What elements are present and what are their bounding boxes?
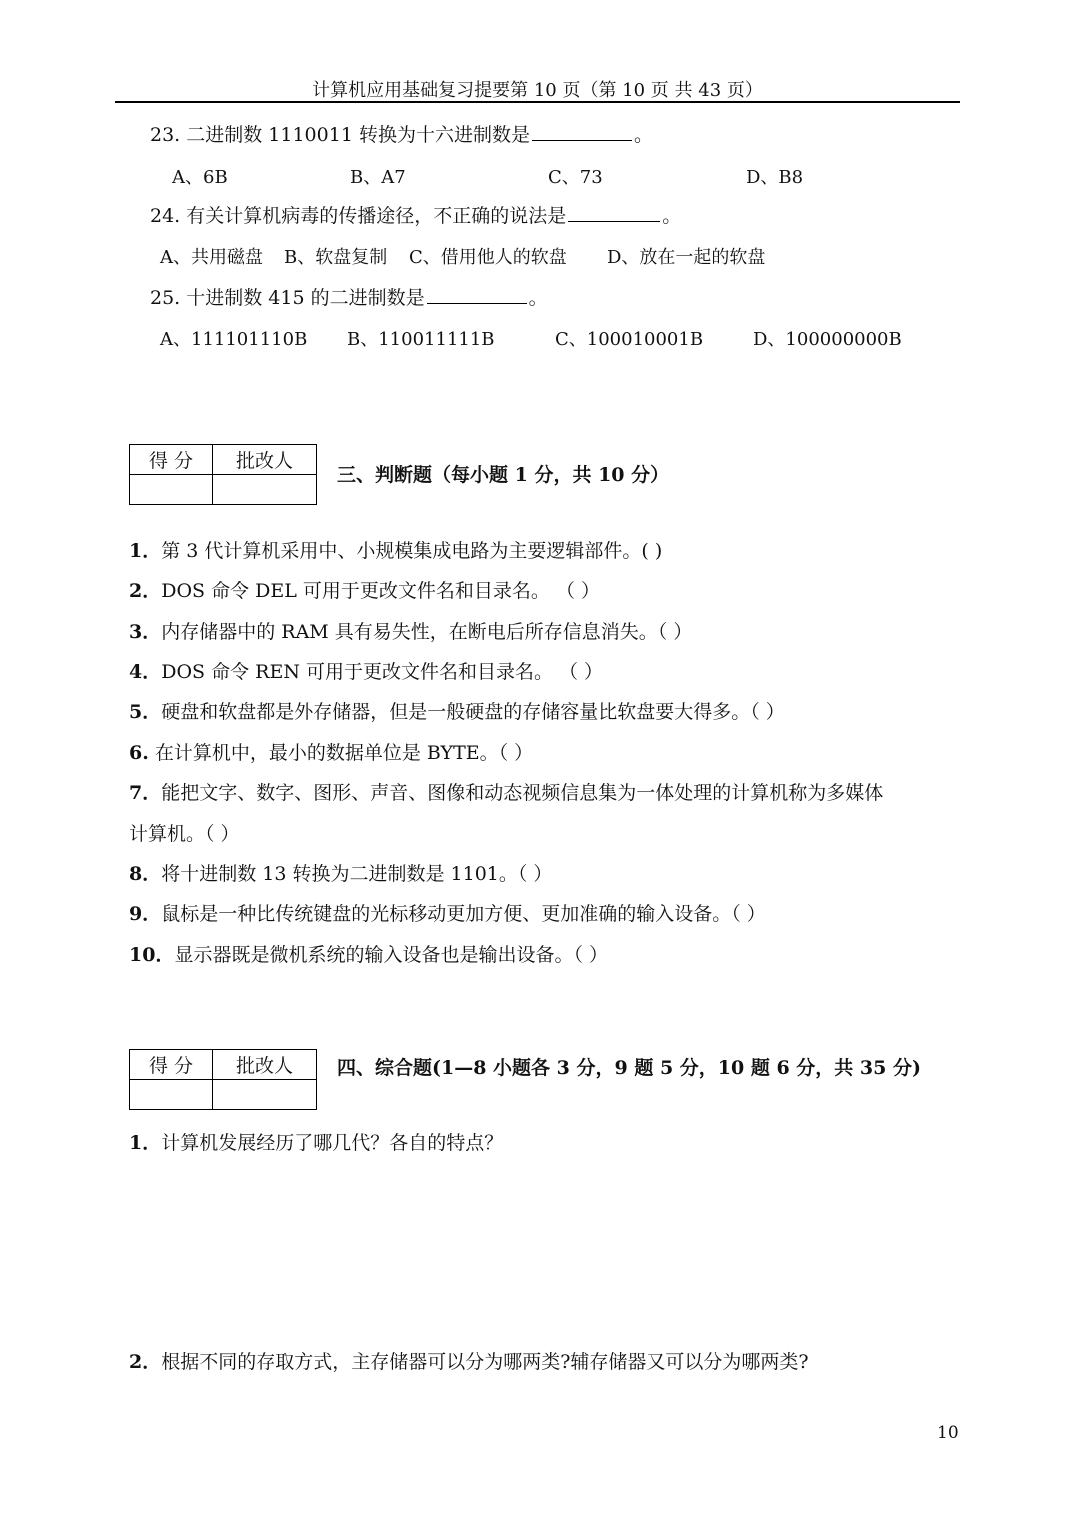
section-title: 四、综合题(1—8 小题各 3 分，9 题 5 分，10 题 6 分，共 35 分) xyxy=(337,1057,921,1079)
question-end: 。 xyxy=(662,205,682,227)
option: A、111101110B xyxy=(160,329,308,350)
essay-item xyxy=(129,1347,809,1374)
grader-cell[interactable] xyxy=(213,1080,317,1110)
option: D、100000000B xyxy=(753,329,902,350)
option: C、73 xyxy=(548,167,603,188)
option: A、共用磁盘 xyxy=(160,247,263,268)
item-text: 在计算机中，最小的数据单位是 BYTE。（ ） xyxy=(148,742,534,764)
option: B、110011111B xyxy=(347,329,495,350)
grader-header: 批改人 xyxy=(213,445,317,475)
question-24 xyxy=(150,201,681,228)
option: A、6B xyxy=(172,167,228,188)
item-number: 6. xyxy=(129,742,149,764)
judge-item xyxy=(129,576,600,603)
item-text: 显示器既是微机系统的输入设备也是输出设备。（ ） xyxy=(174,944,608,966)
question-end: 。 xyxy=(528,287,548,309)
option: B、软盘复制 xyxy=(284,247,388,268)
item-text: 计算机。（ ） xyxy=(129,823,240,845)
question-text: 24. 有关计算机病毒的传播途径，不正确的说法是 xyxy=(150,205,567,227)
item-number: 5． xyxy=(129,701,162,723)
question-text: 23. 二进制数 1110011 转换为十六进制数是 xyxy=(150,124,530,146)
item-text: 根据不同的存取方式，主存储器可以分为哪两类?辅存储器又可以分为哪两类? xyxy=(161,1351,809,1373)
option: B、A7 xyxy=(350,167,406,188)
answer-blank xyxy=(427,302,527,304)
item-text: 硬盘和软盘都是外存储器，但是一般硬盘的存储容量比软盘要大得多。（ ） xyxy=(161,701,785,723)
item-number: 9． xyxy=(129,903,162,925)
item-text: 计算机发展经历了哪几代？各自的特点？ xyxy=(161,1132,504,1154)
score-header: 得 分 xyxy=(130,1050,213,1080)
page-header: 计算机应用基础复习提要第 10 页（第 10 页 共 43 页） xyxy=(312,80,763,101)
judge-item xyxy=(129,697,785,724)
item-number: 2． xyxy=(129,580,162,602)
score-table xyxy=(129,1049,317,1110)
question-23 xyxy=(150,120,653,147)
judge-item xyxy=(129,859,552,886)
option: D、B8 xyxy=(746,167,804,188)
item-number: 8． xyxy=(129,863,162,885)
question-text: 25. 十进制数 415 的二进制数是 xyxy=(150,287,425,309)
item-number: 2． xyxy=(129,1351,162,1373)
item-number: 1． xyxy=(129,540,162,562)
judge-item xyxy=(129,738,533,765)
option: C、借用他人的软盘 xyxy=(409,247,567,268)
judge-item xyxy=(129,899,766,926)
answer-blank xyxy=(532,139,632,141)
option: D、放在一起的软盘 xyxy=(607,247,766,268)
item-text: 鼠标是一种比传统键盘的光标移动更加方便、更加准确的输入设备。（ ） xyxy=(161,903,766,925)
item-text: DOS 命令 REN 可用于更改文件名和目录名。 （ ） xyxy=(161,661,604,683)
item-number: 7． xyxy=(129,782,162,804)
item-number: 4． xyxy=(129,661,162,683)
score-cell[interactable] xyxy=(130,1080,213,1110)
item-number: 1． xyxy=(129,1132,162,1154)
score-header: 得 分 xyxy=(130,445,213,475)
item-number: 3． xyxy=(129,621,162,643)
section-title: 三、判断题（每小题 1 分，共 10 分） xyxy=(337,464,670,486)
judge-item xyxy=(129,657,603,684)
option: C、100010001B xyxy=(555,329,704,350)
question-end: 。 xyxy=(633,124,653,146)
essay-item xyxy=(129,1128,503,1155)
item-number: 10． xyxy=(129,944,175,966)
judge-item-continued xyxy=(129,819,240,846)
answer-blank xyxy=(568,220,660,222)
item-text: 将十进制数 13 转换为二进制数是 1101。（ ） xyxy=(161,863,553,885)
judge-item xyxy=(129,617,692,644)
judge-item xyxy=(129,940,608,967)
header-rule xyxy=(115,101,960,103)
page-number: 10 xyxy=(937,1423,959,1443)
item-text: 第 3 代计算机采用中、小规模集成电路为主要逻辑部件。( ) xyxy=(161,540,663,562)
grader-cell[interactable] xyxy=(213,475,317,505)
score-table xyxy=(129,444,317,505)
judge-item xyxy=(129,778,883,805)
score-cell[interactable] xyxy=(130,475,213,505)
judge-item xyxy=(129,536,662,563)
item-text: 能把文字、数字、图形、声音、图像和动态视频信息集为一体处理的计算机称为多媒体 xyxy=(161,782,884,804)
grader-header: 批改人 xyxy=(213,1050,317,1080)
item-text: 内存储器中的 RAM 具有易失性，在断电后所存信息消失。（ ） xyxy=(161,621,693,643)
question-25 xyxy=(150,283,548,310)
item-text: DOS 命令 DEL 可用于更改文件名和目录名。 （ ） xyxy=(161,580,600,602)
